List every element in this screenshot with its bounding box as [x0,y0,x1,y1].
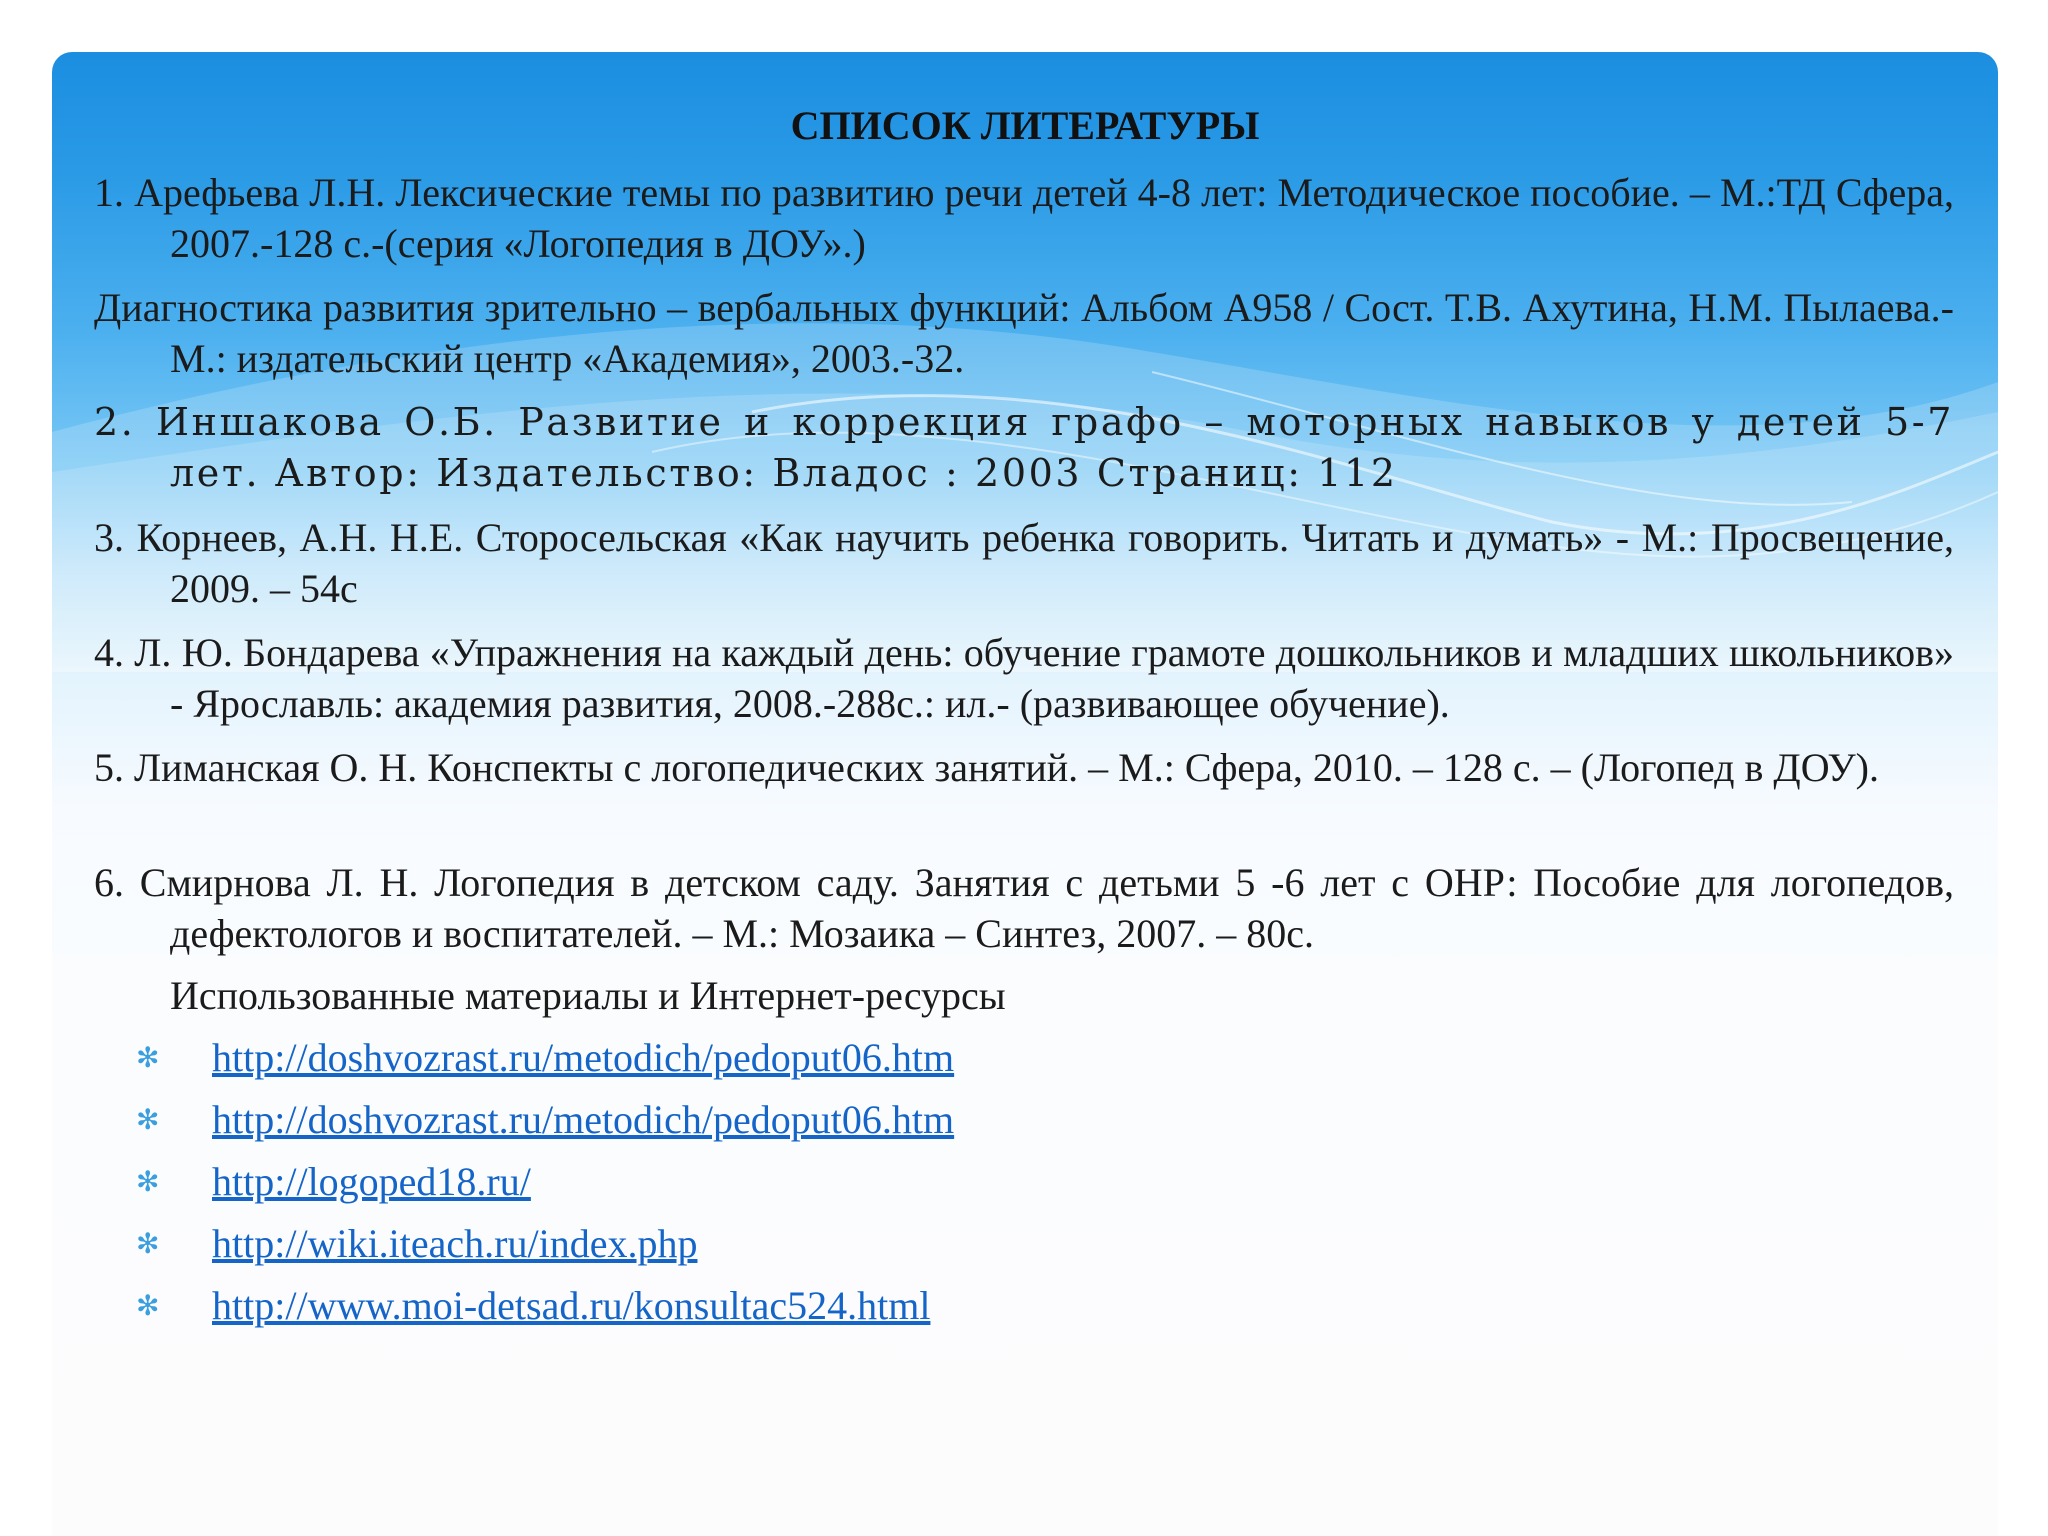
content-area [52,52,1998,1536]
resource-link[interactable]: http://logoped18.ru/ [212,1159,531,1204]
reference-item: 5. Лиманская О. Н. Конспекты с логопедических занятий. – М.: Сфера, 2010. – 128 с. – (Логопед в ДОУ). [94,745,1879,790]
resource-link[interactable]: http://doshvozrast.ru/metodich/pedoput06.htm [212,1035,955,1080]
resources-heading: Использованные материалы и Интернет-ресурсы [170,973,1006,1018]
reference-item: 6. Смирнова Л. Н. Логопедия в детском саду. Занятия с детьми 5 -6 лет с ОНР: Пособие для логопедов, дефектологов и воспитателей. – М.: Мозаика – Синтез, 2007. – 80с. [94,860,1954,956]
reference-item: 2. Иншакова О.Б. Развитие и коррекция графо – моторных навыков у детей 5-7 лет. Автор: Издательство: Владос : 2003 Страниц: 112 [94,400,1954,495]
asterisk-bullet-icon: ✻ [136,1227,160,1260]
reference-item: Диагностика развития зрительно – вербальных функций: Альбом А958 / Сост. Т.В. Ахутина, Н.М. Пылаева.-М.: издательский центр «Академия», 2003.-32. [94,285,1954,381]
reference-item: 3. Корнеев, А.Н. Н.Е. Сторосельская «Как научить ребенка говорить. Читать и думать» - М.: Просвещение, 2009. – 54с [94,515,1954,611]
resource-link[interactable]: http://wiki.iteach.ru/index.php [212,1221,698,1266]
asterisk-bullet-icon: ✻ [136,1289,160,1322]
reference-item: 4. Л. Ю. Бондарева «Упражнения на каждый день: обучение грамоте дошкольников и младших школьников» - Ярославль: академия развития, 2008.-288с.: ил.- (развивающее обучение). [94,630,1954,726]
resource-link[interactable]: http://doshvozrast.ru/metodich/pedoput06.htm [212,1097,955,1142]
slide [52,52,1998,1536]
reference-item: 1. Арефьева Л.Н. Лексические темы по развитию речи детей 4-8 лет: Методическое пособие. – М.:ТД Сфера, 2007.-128 с.-(серия «Логопедия в ДОУ».) [94,170,1954,266]
page-title: СПИСОК ЛИТЕРАТУРЫ [790,103,1260,148]
asterisk-bullet-icon: ✻ [136,1041,160,1074]
resource-link[interactable]: http://www.moi-detsad.ru/konsultac524.html [212,1283,931,1328]
asterisk-bullet-icon: ✻ [136,1165,160,1198]
asterisk-bullet-icon: ✻ [136,1103,160,1136]
